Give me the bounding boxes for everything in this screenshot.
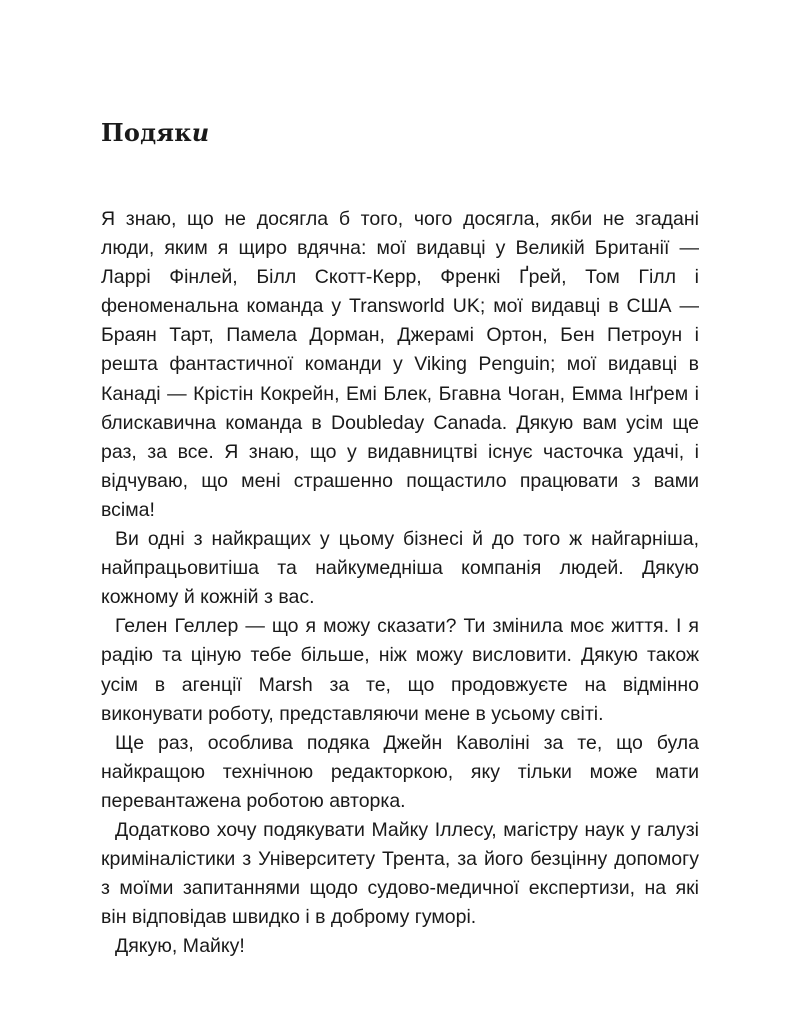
- page-title-main: Подяк: [101, 118, 192, 147]
- paragraph-3: Гелен Геллер — що я можу сказати? Ти змінила моє життя. І я радію та ціную тебе більше, ніж можу висловити. Дякую також усім в агенції Marsh за те, що продовжуєте на відмінно виконувати роботу, представляючи мене в усьому світі.: [101, 615, 699, 725]
- acknowledgements-body: [101, 205, 699, 961]
- paragraph-4: Ще раз, особлива подяка Джейн Каволіні за те, що була найкращою технічною редакторкою, яку тільки може мати перевантажена роботою авторка.: [101, 731, 699, 812]
- paragraph-6: Дякую, Майку!: [115, 935, 245, 958]
- paragraph-1: Я знаю, що не досягла б того, чого досягла, якби не згадані люди, яким я щиро вдячна: мої видавці у Великій Британії — Ларрі Фінлей, Білл Скотт-Керр, Френкі Ґрей, Том Гілл і феноменальна команда у Transworld UK; мої видавці в США — Браян Тарт, Памела Дорман, Джерамі Ортон, Бен Петроун і решта фантастичної команди у Viking Penguin; мої видавці в Канаді — Крістін Кокрейн, Емі Блек, Бгавна Чоган, Емма Інґрем і блискавична команда в Doubleday Canada. Дякую вам усім ще раз, за все. Я знаю, що у видавництві існує часточка удачі, і відчуваю, що мені страшенно пощастило працювати з вами всіма!: [101, 208, 699, 521]
- page-title-tail: и: [191, 118, 210, 147]
- paragraph-5: Додатково хочу подякувати Майку Іллесу, магістру наук у галузі криміналістики з Університету Трента, за його безцінну допомогу з моїми запитаннями щодо судово-медичної експертизи, на які він відповідав швидко і в доброму гуморі.: [101, 818, 699, 929]
- page-title: [101, 118, 209, 147]
- paragraph-2: Ви одні з найкращих у цьому бізнесі й до того ж найгарніша, найпрацьовитіша та найкумедніша компанія людей. Дякую кожному й кожній з вас.: [101, 528, 699, 609]
